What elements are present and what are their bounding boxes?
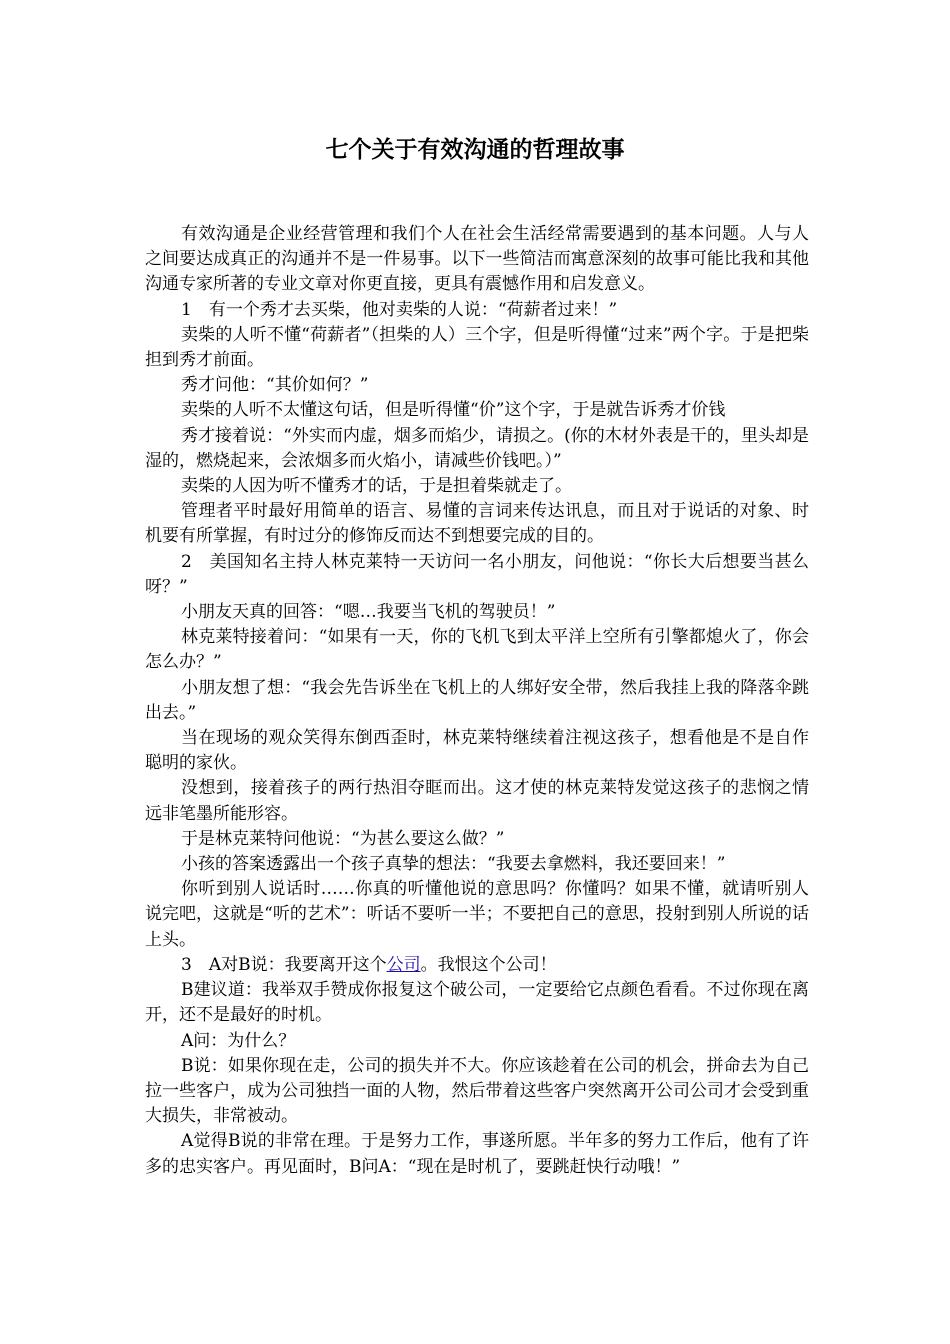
story-2-lesson-paragraph: 你听到别人说话时……你真的听懂他说的意思吗？你懂吗？如果不懂，就请听别人说完吧，这就是“听的艺术”：听话不要听一半；不要把自己的意思，投射到别人所说的话上头。	[145, 879, 809, 950]
story-1-paragraph: 卖柴的人听不懂“荷薪者”（担柴的人）三个字，但是听得懂“过来”两个字。于是把柴担到秀才前面。	[145, 324, 809, 371]
story-3-text-before: 3 A对B说：我要离开这个	[181, 954, 387, 975]
story-2-paragraph: 2 美国知名主持人林克莱特一天访问一名小朋友，问他说：“你长大后想要当甚么呀？”	[145, 551, 809, 597]
story-2-paragraph: 没想到，接着孩子的两行热泪夺眶而出。这才使的林克莱特发觉这孩子的悲悯之情远非笔墨所能形容。	[145, 778, 809, 824]
document-body	[145, 222, 809, 1180]
story-2-paragraph: 当在现场的观众笑得东倒西歪时，林克莱特继续着注视这孩子，想看他是不是自作聪明的家伙。	[145, 728, 809, 774]
story-2-paragraph: 小孩的答案透露出一个孩子真挚的想法：“我要去拿燃料，我还要回来！”	[181, 854, 726, 875]
story-2-paragraph: 小朋友想了想：“我会先告诉坐在飞机上的人绑好安全带，然后我挂上我的降落伞跳出去。”	[145, 677, 809, 723]
document-title: 七个关于有效沟通的哲理故事	[325, 137, 625, 163]
story-1-paragraph: 卖柴的人听不太懂这句话，但是听得懂“价”这个字，于是就告诉秀才价钱	[181, 400, 726, 421]
story-3-paragraph	[145, 953, 809, 978]
story-3-paragraph: A觉得B说的非常在理。于是努力工作，事遂所愿。半年多的努力工作后，他有了许多的忠实客户。再见面时，B问A：“现在是时机了，要跳赶快行动哦！”	[145, 1131, 809, 1177]
intro-paragraph: 有效沟通是企业经营管理和我们个人在社会生活经常需要遇到的基本问题。人与人之间要达成真正的沟通并不是一件易事。以下一些简洁而寓意深刻的故事可能比我和其他沟通专家所著的专业文章对你更直接，更具有震憾作用和启发意义。	[145, 224, 809, 295]
story-1-lesson-paragraph: 管理者平时最好用简单的语言、易懂的言词来传达讯息，而且对于说话的对象、时机要有所掌握，有时过分的修饰反而达不到想要完成的目的。	[145, 501, 809, 547]
story-1-paragraph: 秀才问他：“其价如何？”	[181, 375, 369, 396]
story-1-paragraph: 1 有一个秀才去买柴，他对卖柴的人说：“荷薪者过来！”	[181, 299, 618, 320]
story-2-paragraph: 于是林克莱特问他说：“为甚么要这么做？”	[181, 828, 505, 849]
story-3-paragraph: B建议道：我举双手赞成你报复这个破公司，一定要给它点颜色看看。不过你现在离开，还不是最好的时机。	[145, 980, 809, 1026]
story-3-paragraph: A问：为什么？	[181, 1030, 296, 1051]
story-3-text-after: 。我恨这个公司！	[420, 954, 557, 975]
story-1-paragraph: 秀才接着说：“外实而内虚，烟多而焰少，请损之。(你的木材外表是干的，里头却是湿的，燃烧起来，会浓烟多而火焰小，请减些价钱吧。）”	[145, 425, 809, 471]
story-3-paragraph: B说：如果你现在走，公司的损失并不大。你应该趁着在公司的机会，拼命去为自己拉一些客户，成为公司独挡一面的人物，然后带着这些客户突然离开公司公司才会受到重大损失，非常被动。	[145, 1055, 809, 1127]
story-2-paragraph: 林克莱特接着问：“如果有一天，你的飞机飞到太平洋上空所有引擎都熄火了，你会怎么办？”	[145, 627, 809, 673]
company-link[interactable]: 公司	[386, 954, 421, 975]
story-1-paragraph: 卖柴的人因为听不懂秀才的话，于是担着柴就走了。	[181, 476, 572, 497]
story-2-paragraph: 小朋友天真的回答：“嗯…我要当飞机的驾驶员！”	[181, 602, 556, 623]
